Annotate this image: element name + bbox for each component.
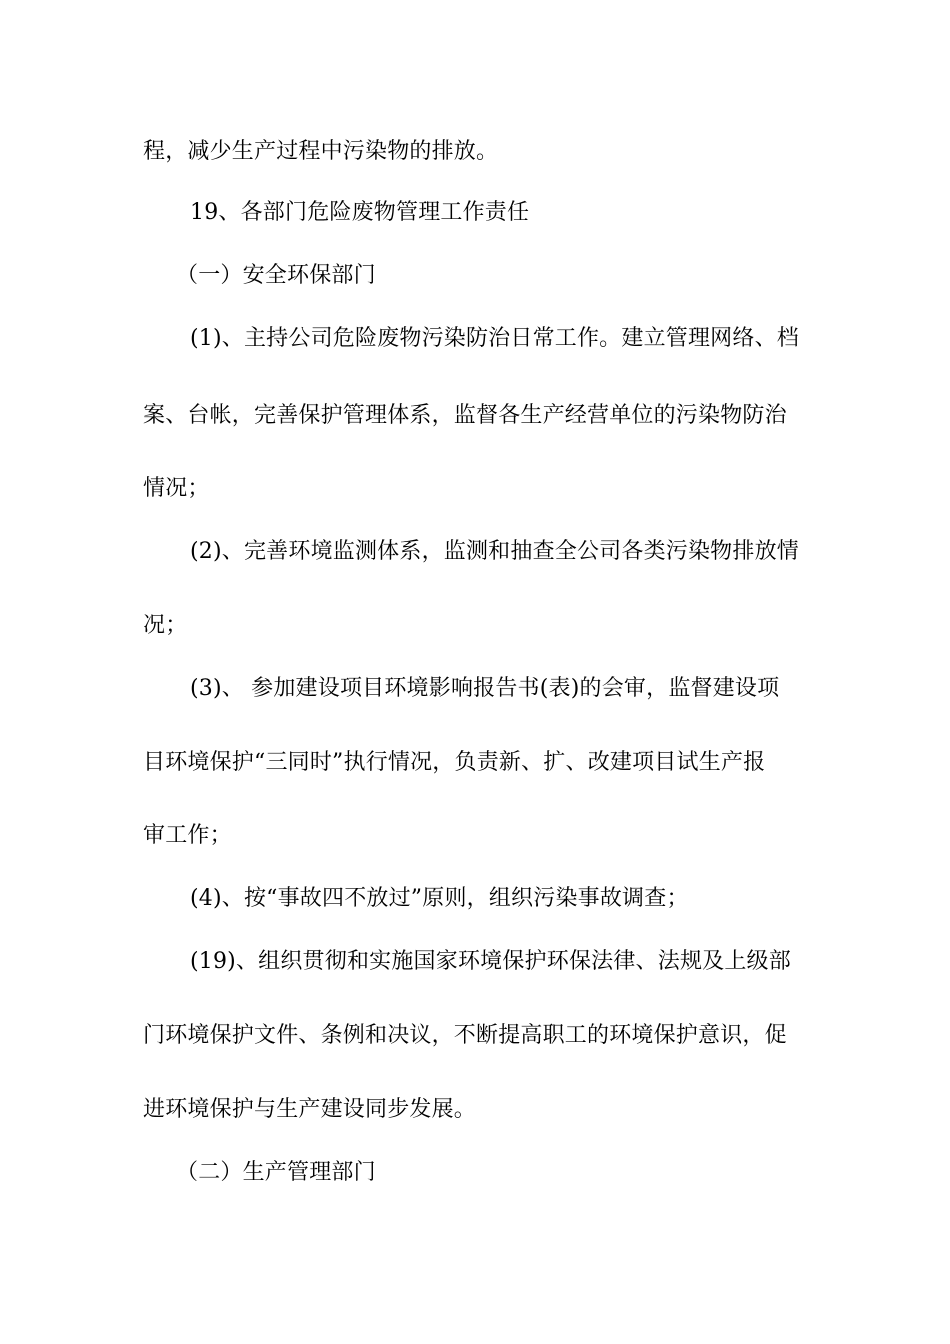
paragraph-line: 审工作； [143,823,232,848]
paragraph-line: 情况； [143,476,210,501]
paragraph-line: (19)、组织贯彻和实施国家环境保护环保法律、法规及上级部 [190,949,791,974]
section-heading: 19、各部门危险废物管理工作责任 [190,200,530,225]
paragraph-line: 目环境保护“三同时”执行情况，负责新、扩、改建项目试生产报 [143,750,766,775]
paragraph-line: (1)、主持公司危险废物污染防治日常工作。建立管理网络、档 [190,326,799,351]
paragraph-line: 进环境保护与生产建设同步发展。 [143,1097,477,1122]
subsection-heading: （一）安全环保部门 [176,263,376,288]
paragraph-line: 案、台帐，完善保护管理体系，监督各生产经营单位的污染物防治 [143,403,787,428]
paragraph-line: (4)、按“事故四不放过”原则，组织污染事故调查； [190,886,689,911]
paragraph-line: (2)、完善环境监测体系，监测和抽查全公司各类污染物排放情 [190,539,799,564]
paragraph-line: 况； [143,613,188,638]
paragraph-line: 门环境保护文件、条例和决议，不断提高职工的环境保护意识，促 [143,1023,787,1048]
paragraph-line: (3)、 参加建设项目环境影响报告书(表)的会审，监督建设项 [190,676,780,701]
paragraph-line: 程，减少生产过程中污染物的排放。 [143,139,499,164]
subsection-heading: （二）生产管理部门 [176,1160,376,1185]
